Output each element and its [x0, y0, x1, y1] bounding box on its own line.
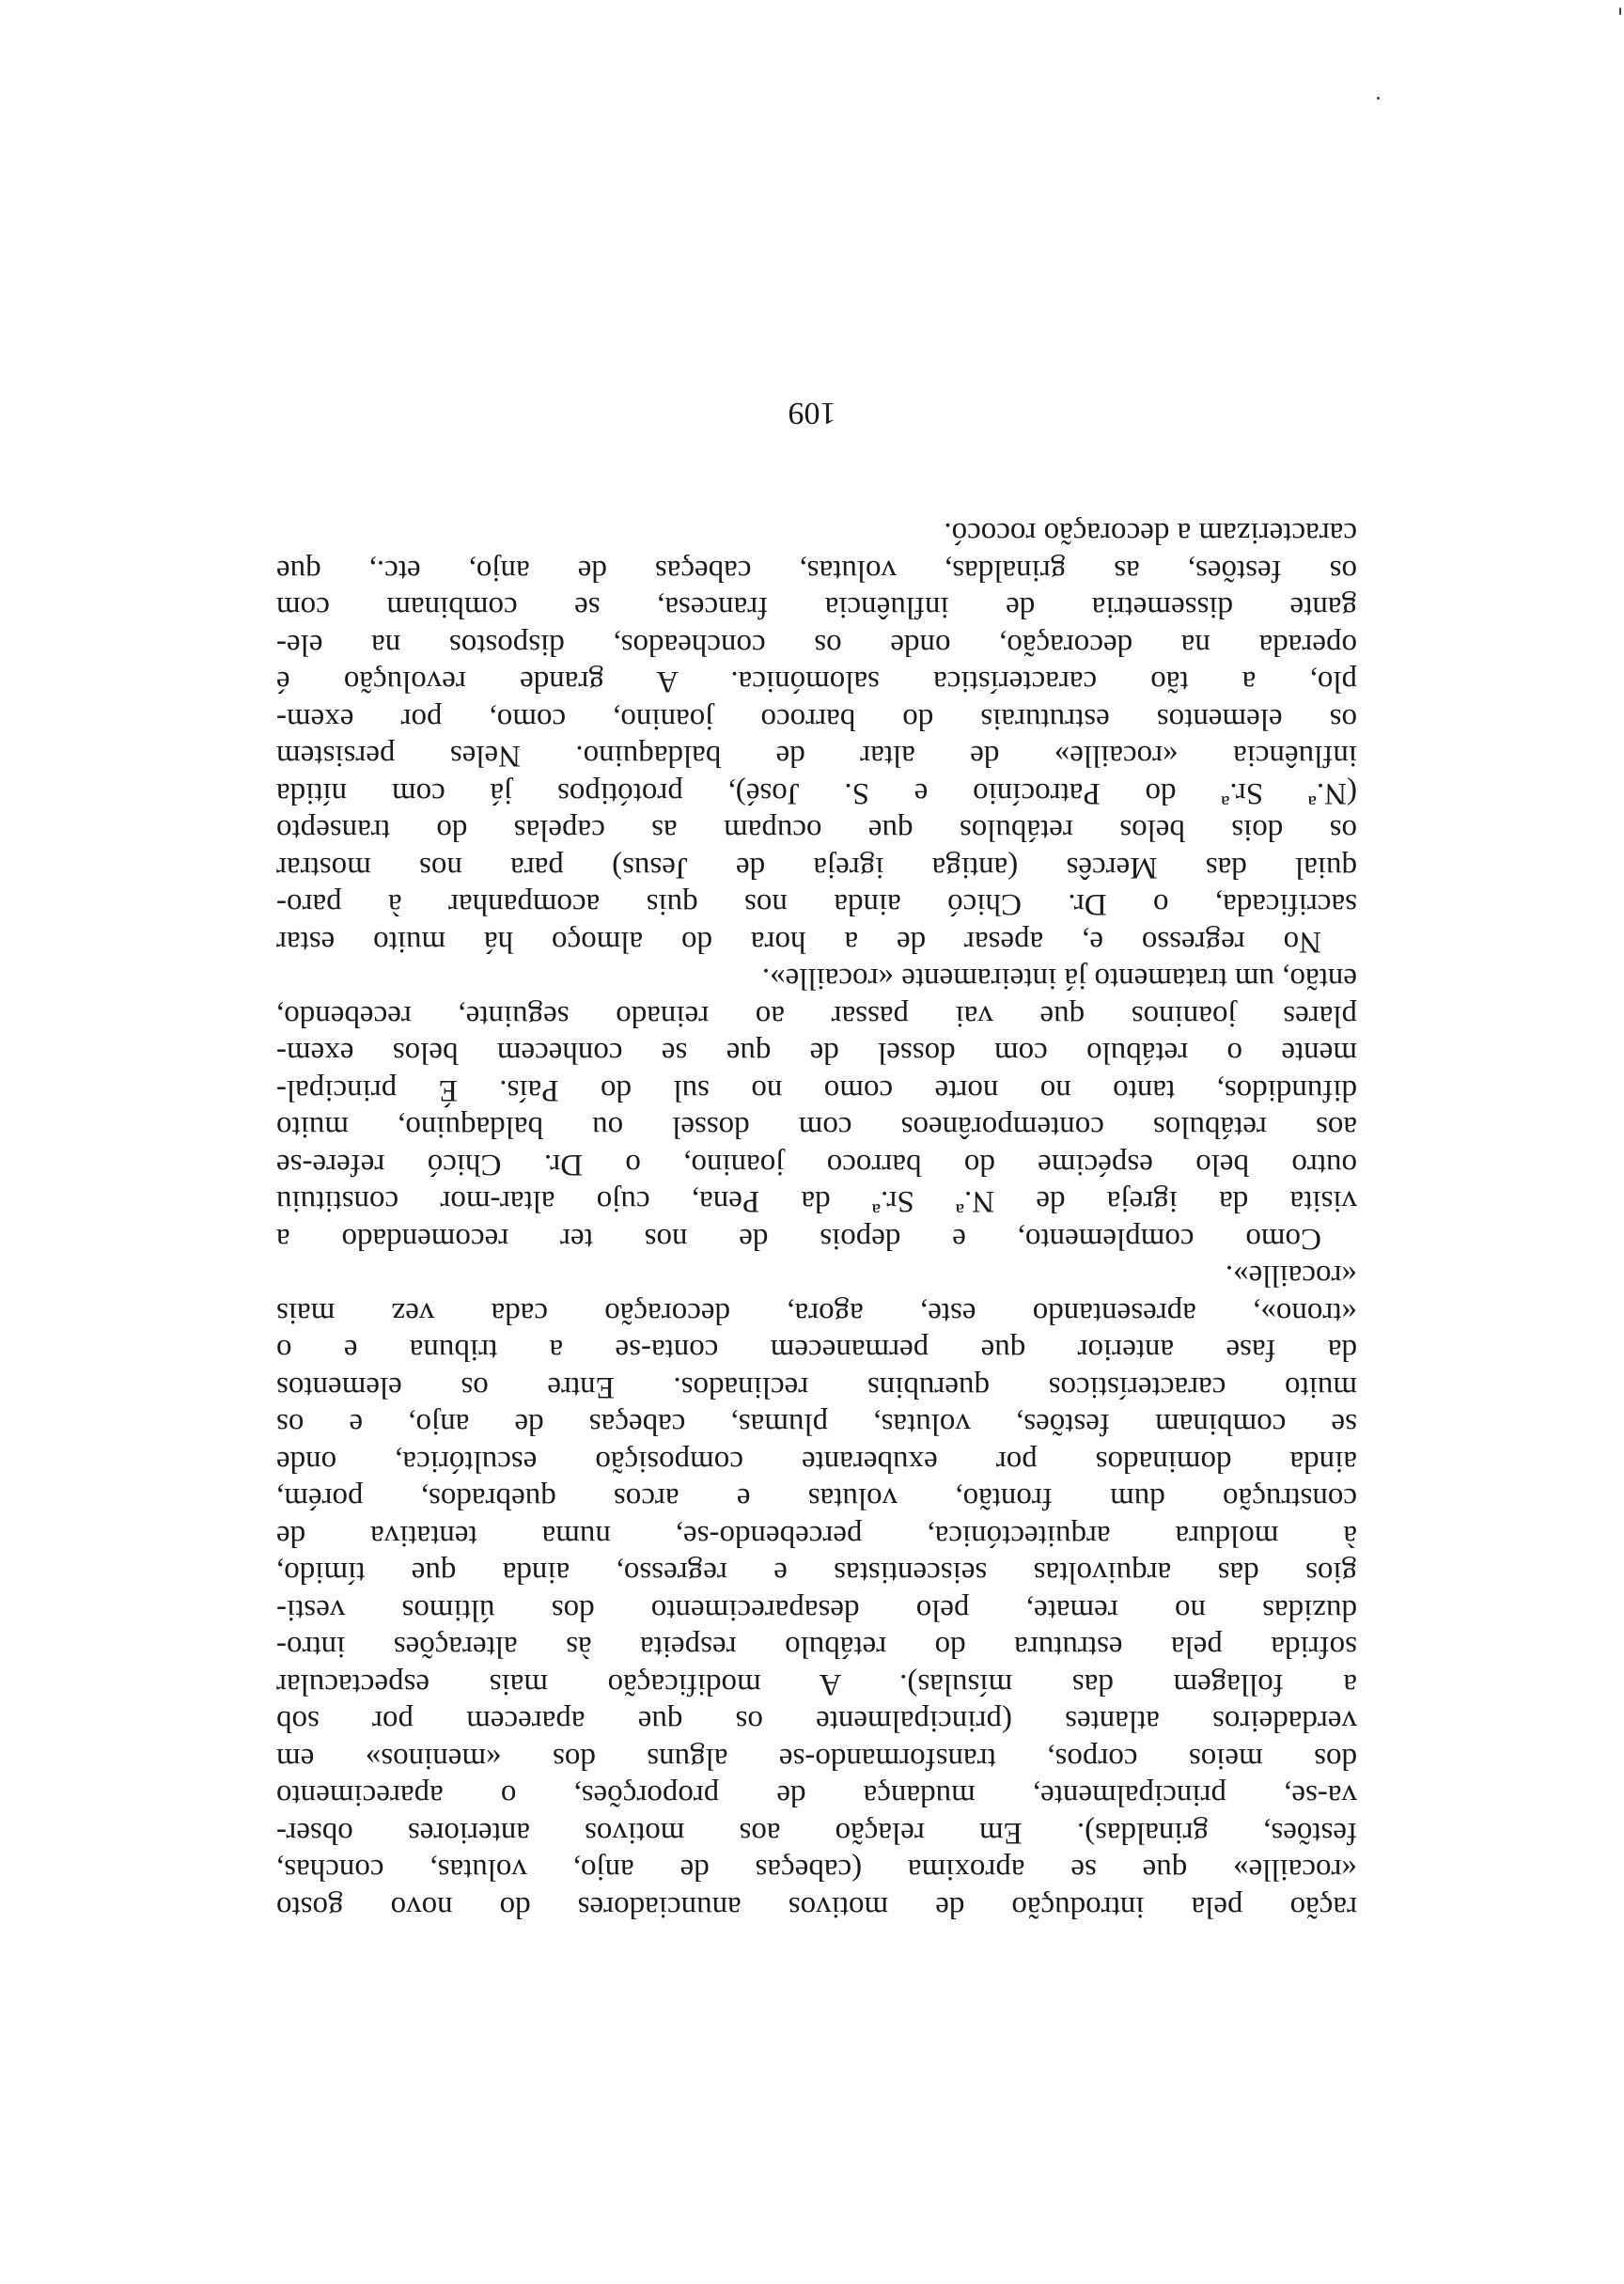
text-line: operada na decoração, onde os concheados, dispostos na ele- [276, 628, 1357, 662]
text-line: aos retábulos contemporâneos com dossel ou baldaquino, muito [276, 1110, 1357, 1145]
scan-speck [1619, 8, 1621, 15]
text-line: então, um tratamento já inteiramente «rocaille». [761, 962, 1357, 996]
text-line: plares joaninos que vai passar ao reinado seguinte, recebendo, [276, 999, 1357, 1033]
text-line: difundidos, tanto no norte como no sul do País. É principal- [276, 1073, 1357, 1107]
text-line: dos meios corpos, transformando-se alguns dos «meninos» em [276, 1742, 1357, 1776]
text-line: ração pela introdução de motivos anunciadores do novo gosto [276, 1890, 1357, 1924]
page-number: 109 [788, 396, 836, 430]
text-line: caracterizam a decoração rococó. [944, 516, 1357, 551]
text-line: construção dum frontão, volutas e arcos quebrados, porém, [276, 1481, 1357, 1516]
text-line: «rocaille» que se aproxima (cabeças de anjo, volutas, conchas, [276, 1853, 1357, 1887]
text-line: festões, grinaldas). Em relação aos motivos anteriores obser- [276, 1816, 1357, 1850]
text-line: plo, a tão característica salomónica. A grande revolução é [276, 665, 1357, 699]
text-line: gante dissemetria de influência francesa, se combinam com [276, 590, 1357, 625]
text-line: outro belo espécime do barroco joanino, o Dr. Chicó refere-se [276, 1148, 1357, 1181]
text-line: os elementos estruturais do barroco joanino, como, por exem- [276, 702, 1357, 736]
text-line: «rocaille». [1225, 1259, 1357, 1293]
text-line: verdadeiros atlantes (principalmente os que aparecem por sob [276, 1704, 1357, 1739]
text-line: da fase anterior que permanecem conta-se a tribuna e o [276, 1333, 1357, 1368]
text-line: va-se, principalmente, mudança de proporções, o aparecimento [276, 1778, 1357, 1813]
text-line: «trono», apresentando este, agora, decoração cada vez mais [276, 1296, 1357, 1330]
text-line: mente o retábulo com dossel de que se conhecem belos exem- [276, 1036, 1357, 1071]
text-line: a follagem das mísulas). A modificação mais espectacular [276, 1667, 1357, 1701]
text-line: (N.ª Sr.ª do Patrocínio e S. José), protótipos já com nítida [276, 776, 1357, 810]
text-line: os dois belos retábulos que ocupam as capelas do transepto [276, 813, 1357, 848]
text-line: quial das Mercês (antiga igreja de Jesus) para nos mostrar [276, 851, 1357, 884]
text-line: se combinam festões, volutas, plumas, cabeças de anjo, e os [276, 1407, 1357, 1442]
text-line: à moldura arquitectónica, percebendo-se, numa tentativa de [276, 1519, 1357, 1553]
text-line: os festões, as grinaldas, volutas, cabeças de anjo, etc., que [276, 554, 1357, 587]
paragraph-start-line: No regresso e, apesar de a hora do almoço há muito estar [276, 925, 1321, 959]
paragraph-start-line: Como complemento, e depois de nos ter recomendado a [276, 1222, 1321, 1256]
text-line: duzidas no remate, pelo desaparecimento dos últimos vesti- [276, 1593, 1357, 1627]
text-line: influência «rocaille» de altar de baldaquino. Neles persistem [276, 739, 1357, 774]
text-line: muito característicos querubins reclinados. Entre os elementos [276, 1370, 1357, 1404]
text-line: visita da igreja de N.ª Sr.ª da Pena, cujo altar-mor constituiu [276, 1184, 1357, 1219]
text-line: sofrida pela estrutura do retábulo respeita às alterações intro- [276, 1630, 1357, 1665]
text-line: sacrificada, o Dr. Chicó ainda nos quis acompanhar à paro- [276, 887, 1357, 922]
text-line: gios das arquivoltas seiscentistas e regresso, ainda que tímido, [276, 1556, 1357, 1590]
scan-speck [1377, 97, 1380, 100]
text-line: ainda dominados por exuberante composição escultórica, onde [276, 1445, 1357, 1478]
body-text [276, 514, 1357, 1925]
